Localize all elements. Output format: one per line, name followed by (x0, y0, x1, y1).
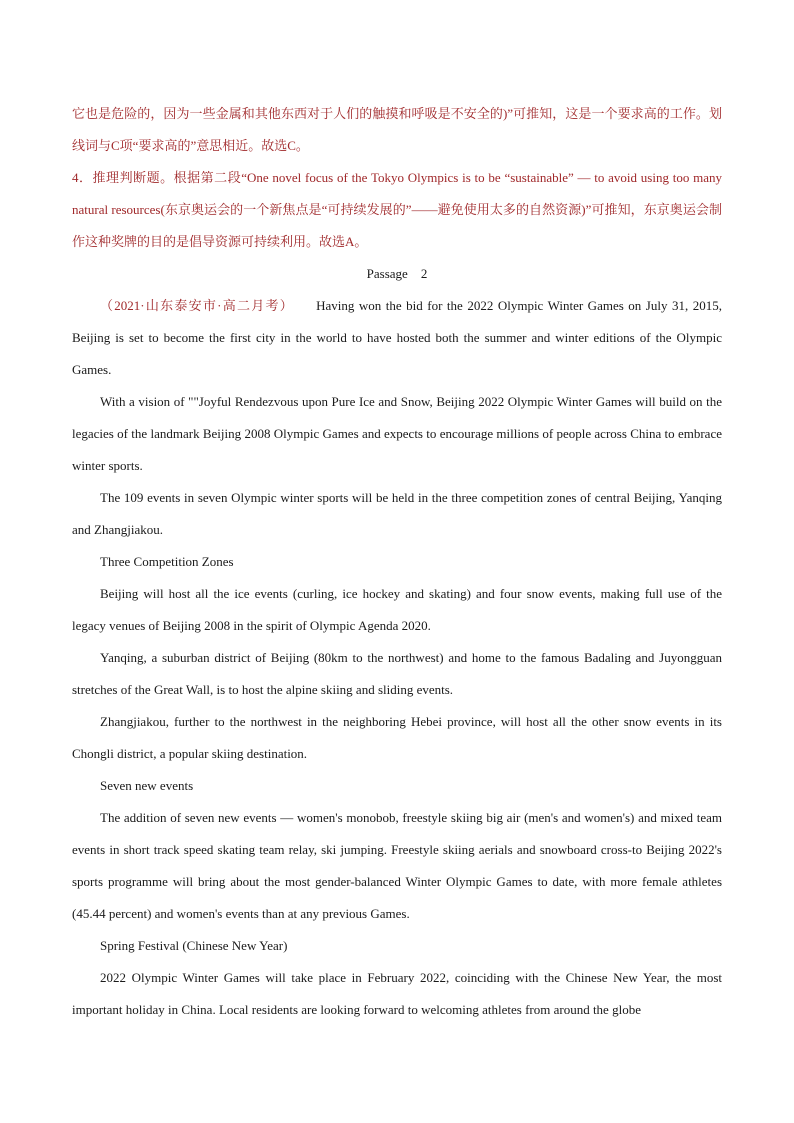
section-heading-events: Seven new events (100, 778, 194, 793)
passage-paragraph-6: Zhangjiakou, further to the northwest in the neighboring Hebei province, will host all the other snow events in its Chongli district, a popular skiing destination. (72, 714, 722, 761)
passage-paragraph-3: The 109 events in seven Olympic winter sports will be held in the three competition zones of central Beijing, Yanqing and Zhangjiakou. (72, 490, 722, 537)
passage-paragraph-5: Yanqing, a suburban district of Beijing (80km to the northwest) and home to the famous Badaling and Juyongguan stretches of the Great Wall, is to host the alpine skiing and sliding events. (72, 650, 722, 697)
source-citation: （2021·山东泰安市·高二月考） (100, 298, 288, 313)
section-heading-zones: Three Competition Zones (100, 554, 234, 569)
section-heading-spring-festival: Spring Festival (Chinese New Year) (100, 938, 288, 953)
passage-paragraph-2: With a vision of ""Joyful Rendezvous upon Pure Ice and Snow, Beijing 2022 Olympic Winter Games will build on the legacies of the landmark Beijing 2008 Olympic Games and expects to encourage millions of people across China to embrace winter sports. (72, 394, 722, 473)
answer-explanation-4: 4．推理判断题。根据第二段“One novel focus of the Tokyo Olympics is to be “sustainable” — to avoid using too many natural resources(东京奥运会的一个新焦点是“可持续发展的”——避免使用太多的自然资源)”可推知，东京奥运会制作这种奖牌的目的是倡导资源可持续利用。故选A。 (72, 170, 722, 249)
passage-paragraph-4: Beijing will host all the ice events (curling, ice hockey and skating) and four snow events, making full use of the legacy venues of Beijing 2008 in the spirit of Olympic Agenda 2020. (72, 586, 722, 633)
passage-title: Passage 2 (366, 266, 428, 281)
document-page (72, 98, 722, 1026)
passage-paragraph-1 (72, 290, 722, 386)
passage-paragraph-7: The addition of seven new events — women's monobob, freestyle skiing big air (men's and women's) and mixed team events in short track speed skating team relay, ski jumping. Freestyle skiing aerials and snowboard cross-to Beijing 2022's sports programme will bring about the most gender-balanced Winter Olympic Games to date, with more female athletes (45.44 percent) and women's events than at any previous Games. (72, 810, 722, 921)
passage-paragraph-8: 2022 Olympic Winter Games will take place in February 2022, coinciding with the Chinese New Year, the most important holiday in China. Local residents are looking forward to welcoming athletes from around the globe (72, 970, 722, 1017)
paragraph-text: Having won the bid for the 2022 Olympic Winter Games on July 31, 2015, Beijing is set to become the first city in the world to have hosted both the summer and winter editions of the Olympic Games. (72, 298, 722, 377)
answer-explanation-3: 它也是危险的，因为一些金属和其他东西对于人们的触摸和呼吸是不安全的)”可推知，这是一个要求高的工作。划线词与C项“要求高的”意思相近。故选C。 (72, 106, 722, 153)
